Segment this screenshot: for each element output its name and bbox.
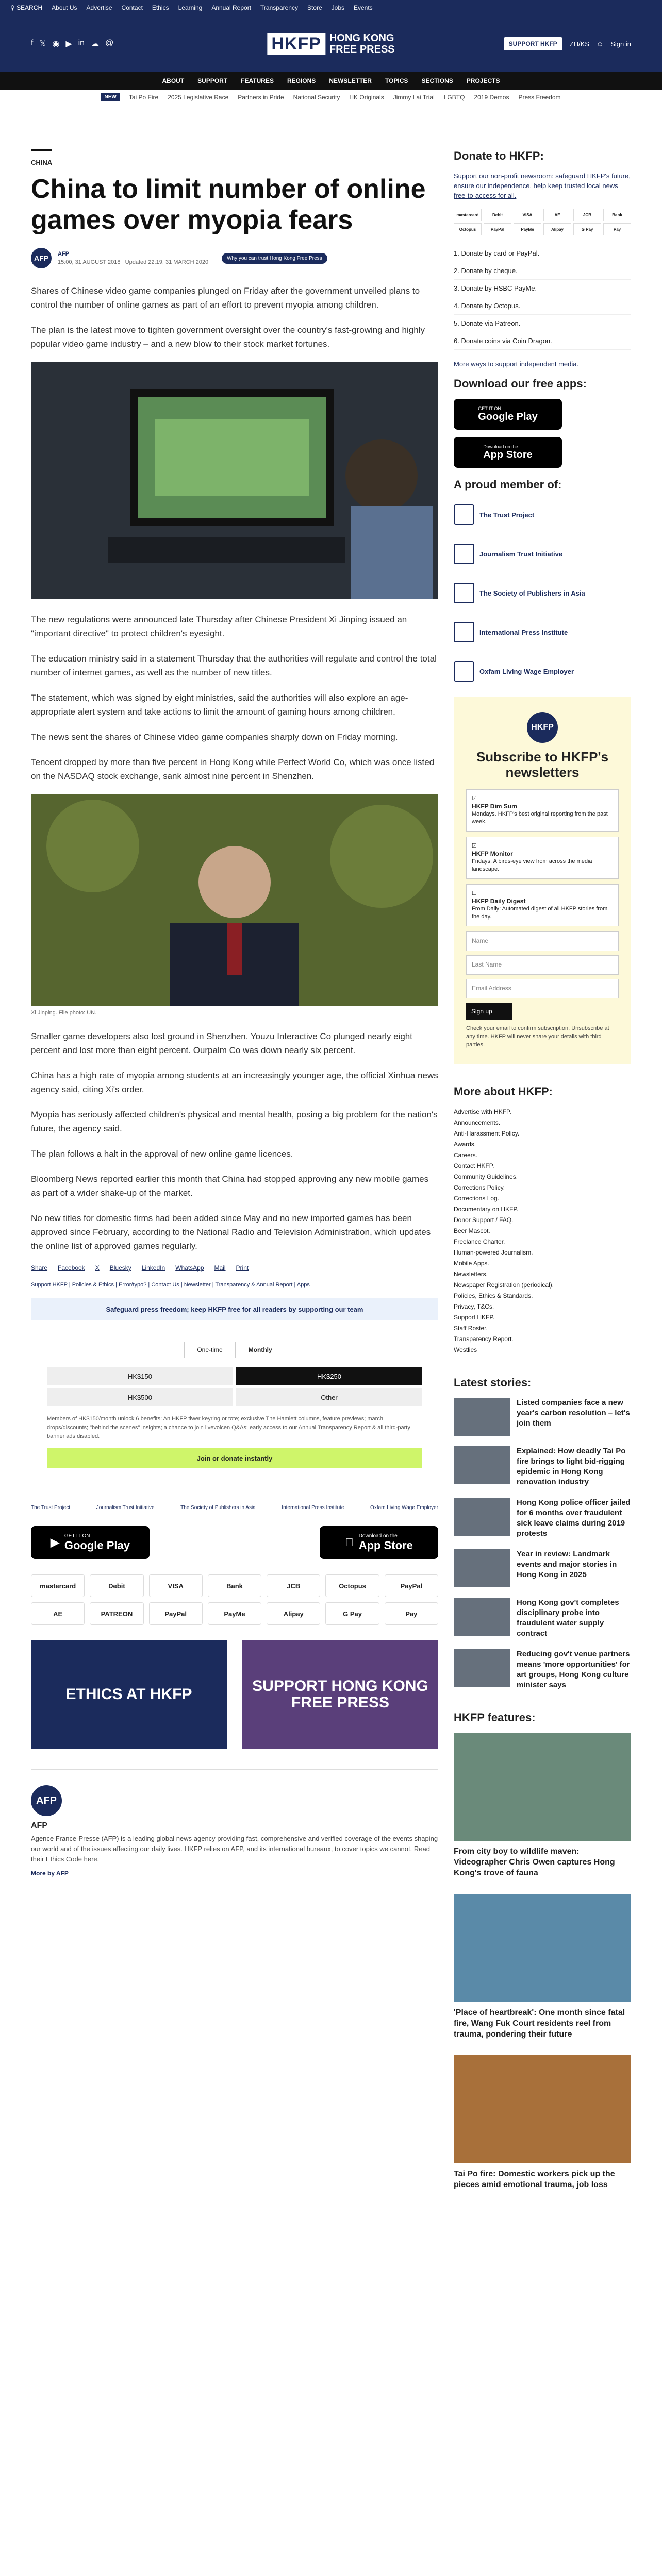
sidebar-payment-cards: [454, 209, 631, 235]
about-item[interactable]: Support HKFP.: [454, 1314, 495, 1321]
author-box-avatar[interactable]: AFP: [31, 1785, 62, 1816]
newsletter-option[interactable]: ☑ HKFP Dim Sum Mondays. HKFP's best original reporting from the past week.: [466, 789, 619, 832]
donate-method-item[interactable]: 4. Donate by Octopus.: [454, 297, 631, 315]
card-logo: PayPal: [484, 223, 511, 235]
author-avatar[interactable]: AFP: [31, 248, 52, 268]
about-item[interactable]: Anti-Harassment Policy.: [454, 1130, 520, 1137]
ethics-promo[interactable]: ETHICS AT HKFP: [31, 1640, 227, 1749]
about-item[interactable]: Careers.: [454, 1151, 478, 1159]
apple-icon: [345, 1536, 354, 1549]
promo-banners: [31, 1640, 438, 1749]
x-icon[interactable]: 𝕏: [39, 40, 46, 48]
search-icon: ⚲: [10, 4, 15, 11]
topbar-link[interactable]: Ethics: [152, 4, 169, 11]
member-logo[interactable]: Oxfam Living Wage Employer: [454, 656, 631, 686]
about-item[interactable]: Beer Mascot.: [454, 1227, 490, 1234]
about-item[interactable]: Transparency Report.: [454, 1335, 514, 1343]
site-header: [0, 15, 662, 72]
byline: [31, 248, 438, 268]
story-thumbnail: [454, 1598, 510, 1636]
pay-method[interactable]: Bank: [208, 1574, 261, 1597]
nav-item[interactable]: NEWSLETTER: [329, 77, 372, 84]
donate-method-item[interactable]: 5. Donate via Patreon.: [454, 315, 631, 332]
user-icon[interactable]: ☺: [596, 40, 604, 48]
signin-link[interactable]: Sign in: [610, 40, 631, 48]
share-linkedin[interactable]: LinkedIn: [141, 1264, 166, 1272]
subnav-item[interactable]: Tai Po Fire: [128, 93, 159, 101]
member-logo-mark: [454, 622, 474, 642]
topbar-link[interactable]: Contact: [121, 4, 143, 11]
email-input[interactable]: Email Address: [466, 979, 619, 998]
share-bluesky[interactable]: Bluesky: [109, 1264, 131, 1272]
gaming-photo-illustration: [31, 362, 438, 599]
topbar-link[interactable]: Transparency: [260, 4, 298, 11]
category-label[interactable]: CHINA: [31, 159, 53, 166]
checkbox-checked-icon[interactable]: ☑: [472, 795, 477, 802]
site-logo[interactable]: HKFP HONG KONG FREE PRESS: [267, 32, 394, 55]
about-item[interactable]: Community Guidelines.: [454, 1173, 518, 1180]
about-item[interactable]: Newspaper Registration (periodical).: [454, 1281, 554, 1289]
pay-method[interactable]: AE: [31, 1602, 85, 1625]
about-item[interactable]: Policies, Ethics & Standards.: [454, 1292, 533, 1299]
more-ways-link[interactable]: More ways to support independent media.: [454, 360, 579, 368]
article-footer-links[interactable]: Support HKFP | Policies & Ethics | Error/typo? | Contact Us | Newsletter | Transparency & Annual Report | Apps: [31, 1282, 310, 1288]
top-utility-bar: [0, 0, 662, 15]
paragraph: Bloomberg News reported earlier this month that China had stopped approving any new mobile games as part of a wider shake-up of the market.: [31, 1174, 429, 1198]
amount-option[interactable]: HK$150: [47, 1367, 233, 1385]
paragraph: The new regulations were announced late Thursday after Chinese President Xi Jinping issued an "important directive" to protect children's eyesight.: [31, 615, 407, 638]
pay-method[interactable]: mastercard: [31, 1574, 85, 1597]
sidebar-google-play[interactable]: GET IT ON Google Play: [454, 399, 562, 430]
xi-photo-illustration: [31, 794, 438, 1006]
donate-widget: [31, 1331, 438, 1479]
about-item[interactable]: Awards.: [454, 1141, 476, 1148]
subnav-item[interactable]: HK Originals: [349, 93, 384, 101]
trust-badge[interactable]: Why you can trust Hong Kong Free Press: [222, 253, 327, 264]
social-links: [31, 39, 113, 49]
sidebar-app-store[interactable]: Download on the App Store: [454, 437, 562, 468]
card-logo: mastercard: [454, 209, 482, 221]
member-logo[interactable]: The Trust Project: [454, 500, 631, 530]
about-item[interactable]: Contact HKFP.: [454, 1162, 494, 1170]
share-x[interactable]: X: [95, 1264, 100, 1272]
topbar-link[interactable]: Annual Report: [211, 4, 252, 11]
freq-monthly[interactable]: Monthly: [236, 1342, 285, 1358]
app-store-buttons: [31, 1526, 438, 1559]
nav-item[interactable]: SUPPORT: [197, 77, 228, 84]
story-thumbnail: [454, 1649, 510, 1687]
checkbox-icon[interactable]: ☐: [472, 890, 477, 896]
language-link[interactable]: ZH/KS: [569, 40, 589, 48]
pay-method[interactable]: Pay: [385, 1602, 438, 1625]
donate-methods-list: [454, 245, 631, 350]
amount-option[interactable]: Other: [236, 1388, 422, 1406]
about-item[interactable]: Human-powered Journalism.: [454, 1249, 533, 1256]
paragraph: The statement, which was signed by eight ministries, said the authorities will also explore an age-appropriate alert system and take actions to limit the amount of gaming hours among children.: [31, 693, 408, 717]
about-item[interactable]: Corrections Policy.: [454, 1184, 505, 1191]
pay-method[interactable]: VISA: [149, 1574, 203, 1597]
latest-title: Latest stories:: [454, 1376, 532, 1389]
donate-method-item[interactable]: 3. Donate by HSBC PayMe.: [454, 280, 631, 297]
app-store-button[interactable]: Download on the App Store: [320, 1526, 438, 1559]
hkfp-logo-circle: HKFP: [527, 712, 558, 743]
donate-intro-link[interactable]: Support our non-profit newsroom: safeguard HKFP's future, ensure our independence, help keep trusted local news free-to-access for all.: [454, 172, 631, 199]
paragraph: The plan follows a halt in the approval of new online game licences.: [31, 1149, 293, 1159]
card-logo: Alipay: [543, 223, 571, 235]
member-logo[interactable]: Journalism Trust Initiative: [454, 539, 631, 569]
support-promo[interactable]: SUPPORT HONG KONG FREE PRESS: [242, 1640, 438, 1749]
feature-story[interactable]: Tai Po fire: Domestic workers pick up the pieces amid emotional trauma, job loss: [454, 2055, 631, 2190]
member-logo[interactable]: International Press Institute: [454, 617, 631, 647]
feature-image: [454, 1894, 631, 2002]
feature-story[interactable]: 'Place of heartbreak': One month since fatal fire, Wang Fuk Court residents reel from trauma, pondering their future: [454, 1894, 631, 2040]
first-name-input[interactable]: Name: [466, 931, 619, 951]
share-bar: [31, 1264, 438, 1272]
latest-story[interactable]: Hong Kong gov't completes disciplinary probe into fraudulent water supply contract: [454, 1598, 631, 1639]
subnav-item[interactable]: LGBTQ: [443, 93, 465, 101]
member-title: A proud member of:: [454, 478, 562, 491]
paragraph: No new titles for domestic firms had been added since May and no new imported games has been approved since February, according to the National Radio and Television Administration, which updates the online list of approved games regularly.: [31, 1213, 431, 1251]
member-logos: [454, 500, 631, 686]
paragraph: Shares of Chinese video game companies plunged on Friday after the government unveiled plans to control the number of online games as part of an effort to prevent myopia among children.: [31, 286, 420, 310]
donate-method-item[interactable]: 2. Donate by cheque.: [454, 262, 631, 280]
pay-method[interactable]: Debit: [90, 1574, 143, 1597]
pay-method[interactable]: PayPal: [149, 1602, 203, 1625]
donate-method-item[interactable]: 1. Donate by card or PayPal.: [454, 245, 631, 262]
signup-button[interactable]: Sign up: [466, 1003, 512, 1020]
subnav-item[interactable]: National Security: [293, 93, 340, 101]
about-item[interactable]: Freelance Charter.: [454, 1238, 505, 1245]
sidebar: [454, 149, 631, 2206]
subnav-item[interactable]: 2025 Legislative Race: [168, 93, 229, 101]
newsletter-signup: [454, 697, 631, 1064]
subnav-item[interactable]: Jimmy Lai Trial: [393, 93, 435, 101]
apps-title: Download our free apps:: [454, 377, 587, 390]
share-mail[interactable]: Mail: [214, 1264, 226, 1272]
linkedin-icon[interactable]: in: [78, 39, 85, 47]
author-box: [31, 1769, 438, 1877]
partner-logo[interactable]: International Press Institute: [282, 1505, 344, 1511]
story-thumbnail: [454, 1498, 510, 1536]
paragraph: Smaller game developers also lost ground in Shenzhen. Youzu Interactive Co plunged nearly eight percent and lost more than eight percent. Ourpalm Co was down nearly six percent.: [31, 1031, 412, 1055]
partner-logo[interactable]: The Trust Project: [31, 1505, 71, 1511]
safeguard-banner[interactable]: Safeguard press freedom; keep HKFP free for all readers by supporting our team: [31, 1298, 438, 1320]
nav-item[interactable]: PROJECTS: [466, 77, 500, 84]
share-whatsapp[interactable]: WhatsApp: [175, 1264, 204, 1272]
about-list: [454, 1107, 631, 1355]
feature-image: [454, 1733, 631, 1841]
topbar-link[interactable]: About Us: [52, 4, 77, 11]
card-logo: G Pay: [573, 223, 601, 235]
latest-story[interactable]: Reducing gov't venue partners means 'more opportunities' for art groups, Hong Kong culture minister says: [454, 1649, 631, 1690]
updated-date: Updated 22:19, 31 MARCH 2020: [125, 259, 209, 265]
topbar-link[interactable]: Store: [307, 4, 322, 11]
story-thumbnail: [454, 1549, 510, 1587]
donate-title: Donate to HKFP:: [454, 149, 544, 162]
subnav-item[interactable]: Press Freedom: [518, 93, 561, 101]
newsletter-option[interactable]: ☑ HKFP Monitor Fridays: A birds-eye view from across the media landscape.: [466, 837, 619, 879]
subnav-item[interactable]: 2019 Demos: [474, 93, 509, 101]
partner-logo[interactable]: Oxfam Living Wage Employer: [370, 1505, 438, 1511]
pay-method[interactable]: Alipay: [267, 1602, 320, 1625]
about-item[interactable]: Advertise with HKFP.: [454, 1108, 511, 1115]
about-item[interactable]: Westlies: [454, 1346, 477, 1353]
sub-nav: [0, 90, 662, 105]
category-rule: [31, 149, 52, 151]
article-column: [31, 149, 438, 1877]
join-donate-button[interactable]: Join or donate instantly: [47, 1448, 422, 1468]
story-thumbnail: [454, 1398, 510, 1436]
checkbox-checked-icon[interactable]: ☑: [472, 843, 477, 849]
threads-icon[interactable]: @: [105, 39, 114, 47]
freq-one-time[interactable]: One-time: [184, 1342, 235, 1358]
play-icon: ▶: [50, 1536, 59, 1549]
membership-note: Members of HK$150/month unlock 6 benefits: An HKFP tiwer keyring or tote; exclusive The Hamlett columns, feature previews; march drops/discounts; "behind the scenes" insights; a chance to join livevoicen Q&As; early access to our Annual Transparency Report & all third-party banner ads disabled.: [47, 1416, 410, 1439]
about-item[interactable]: Mobile Apps.: [454, 1260, 489, 1267]
about-item[interactable]: Announcements.: [454, 1119, 501, 1126]
newsletter-note: Check your email to confirm subscription. Unsubscribe at any time. HKFP will never share your details with third parties.: [466, 1025, 609, 1048]
about-item[interactable]: Documentary on HKFP.: [454, 1206, 519, 1213]
author-bio: Agence France-Presse (AFP) is a leading global news agency providing fast, comprehensive and verified coverage of the events shaping our world and of the issues affecting our daily lives. HKFP relies on AFP, and its international bureaux, to cover topics we cannot. Read their Ethics Code here.: [31, 1835, 438, 1863]
paragraph: China has a high rate of myopia among students at an increasingly younger age, the official Xinhua news agency said, citing Xi's order.: [31, 1071, 438, 1094]
payment-methods-row: [31, 1574, 438, 1597]
member-logo-mark: [454, 544, 474, 564]
latest-story[interactable]: Listed companies face a new year's carbon resolution – let's join them: [454, 1398, 631, 1436]
member-logo-mark: [454, 504, 474, 525]
last-name-input[interactable]: Last Name: [466, 955, 619, 975]
card-logo: Pay: [603, 223, 631, 235]
google-play-button[interactable]: ▶ GET IT ON Google Play: [31, 1526, 150, 1559]
member-logo-mark: [454, 661, 474, 682]
share-print[interactable]: Print: [236, 1264, 249, 1272]
about-item[interactable]: Staff Roster.: [454, 1325, 488, 1332]
article-image-gaming: [31, 362, 438, 599]
features-title: HKFP features:: [454, 1711, 536, 1724]
amount-option[interactable]: HK$500: [47, 1388, 233, 1406]
nav-item[interactable]: FEATURES: [241, 77, 274, 84]
nav-item[interactable]: SECTIONS: [421, 77, 453, 84]
pay-method[interactable]: JCB: [267, 1574, 320, 1597]
card-logo: AE: [543, 209, 571, 221]
header-actions: [504, 37, 631, 50]
feature-image: [454, 2055, 631, 2163]
payment-methods-row: [31, 1602, 438, 1625]
amount-option-selected[interactable]: HK$250: [236, 1367, 422, 1385]
publish-date: 15:00, 31 AUGUST 2018: [58, 259, 121, 265]
paragraph: The news sent the shares of Chinese video game companies sharply down on Friday morning.: [31, 732, 398, 742]
pay-method[interactable]: PayPal: [385, 1574, 438, 1597]
paragraph: Myopia has seriously affected children's physical and mental health, posing a big problem for the nation's future, the agency said.: [31, 1110, 438, 1133]
share-facebook[interactable]: Facebook: [58, 1264, 85, 1272]
more-by-author-link[interactable]: More by AFP: [31, 1870, 69, 1877]
amount-options: [47, 1367, 422, 1406]
instagram-icon[interactable]: ◉: [52, 40, 60, 48]
article-image-xi: [31, 794, 438, 1006]
partner-logo[interactable]: The Society of Publishers in Asia: [180, 1505, 256, 1511]
partner-logo[interactable]: Journalism Trust Initiative: [96, 1505, 155, 1511]
card-logo: Bank: [603, 209, 631, 221]
support-button[interactable]: SUPPORT HKFP: [504, 37, 562, 50]
latest-story[interactable]: Hong Kong police officer jailed for 6 months over fraudulent sick leave claims during 2019 protests: [454, 1498, 631, 1539]
member-logo[interactable]: The Society of Publishers in Asia: [454, 578, 631, 608]
main-nav: [0, 72, 662, 90]
latest-story[interactable]: Explained: How deadly Tai Po fire brings to light bid-rigging epidemic in Hong Kong renovation industry: [454, 1446, 631, 1487]
topbar-link[interactable]: Learning: [178, 4, 203, 11]
topbar-link[interactable]: Events: [354, 4, 373, 11]
nav-item[interactable]: TOPICS: [385, 77, 408, 84]
paragraph: The plan is the latest move to tighten government oversight over the country's fast-growing and highly popular video game industry – and a new blow to their stock market fortunes.: [31, 325, 425, 349]
new-badge: NEW: [101, 93, 119, 101]
newsletter-title: Subscribe to HKFP's newsletters: [476, 749, 609, 780]
author-name[interactable]: AFP: [58, 251, 69, 257]
about-item[interactable]: Privacy, T&Cs.: [454, 1303, 494, 1310]
article-body: [31, 284, 438, 1253]
article-title: China to limit number of online games over myopia fears: [31, 174, 426, 235]
topbar-link[interactable]: Advertise: [86, 4, 112, 11]
feature-story[interactable]: From city boy to wildlife maven: Videographer Chris Owen captures Hong Kong's trove of fauna: [454, 1733, 631, 1878]
pay-method[interactable]: PATREON: [90, 1602, 143, 1625]
author-box-name[interactable]: AFP: [31, 1821, 47, 1830]
newsletter-option[interactable]: ☐ HKFP Daily Digest From Daily: Automated digest of all HKFP stories from the day.: [466, 884, 619, 926]
paragraph: Tencent dropped by more than five percent in Hong Kong while Perfect World Co, which was once listed on the NASDAQ stock exchange, sank almost nine percent in Shenzhen.: [31, 757, 435, 781]
facebook-icon[interactable]: f: [31, 39, 34, 47]
about-item[interactable]: Newsletters.: [454, 1270, 488, 1278]
share-link[interactable]: Share: [31, 1264, 48, 1272]
youtube-icon[interactable]: ▶: [65, 40, 72, 48]
card-logo: PayMe: [514, 223, 541, 235]
card-logo: JCB: [573, 209, 601, 221]
card-logo: Debit: [484, 209, 511, 221]
topbar-link[interactable]: Jobs: [331, 4, 344, 11]
about-title: More about HKFP:: [454, 1085, 553, 1098]
about-item[interactable]: Corrections Log.: [454, 1195, 500, 1202]
pay-method[interactable]: G Pay: [325, 1602, 379, 1625]
nav-item[interactable]: REGIONS: [287, 77, 316, 84]
story-thumbnail: [454, 1446, 510, 1484]
pay-method[interactable]: Octopus: [325, 1574, 379, 1597]
bluesky-icon[interactable]: ☁: [91, 40, 100, 48]
card-logo: Octopus: [454, 223, 482, 235]
about-item[interactable]: Donor Support / FAQ.: [454, 1216, 514, 1224]
subnav-item[interactable]: Partners in Pride: [238, 93, 284, 101]
nav-item[interactable]: ABOUT: [162, 77, 185, 84]
donate-method-item[interactable]: 6. Donate coins via Coin Dragon.: [454, 332, 631, 350]
image-caption: Xi Jinping. File photo: UN.: [31, 1010, 97, 1016]
pay-method[interactable]: PayMe: [208, 1602, 261, 1625]
frequency-toggle: [47, 1342, 422, 1358]
partner-logos: [31, 1505, 438, 1511]
search-link[interactable]: ⚲ SEARCH: [10, 4, 43, 11]
card-logo: VISA: [514, 209, 541, 221]
latest-story[interactable]: Year in review: Landmark events and major stories in Hong Kong in 2025: [454, 1549, 631, 1587]
paragraph: The education ministry said in a statement Thursday that the authorities will regulate and control the total number of internet games, as well as the number of new titles.: [31, 654, 437, 677]
member-logo-mark: [454, 583, 474, 603]
